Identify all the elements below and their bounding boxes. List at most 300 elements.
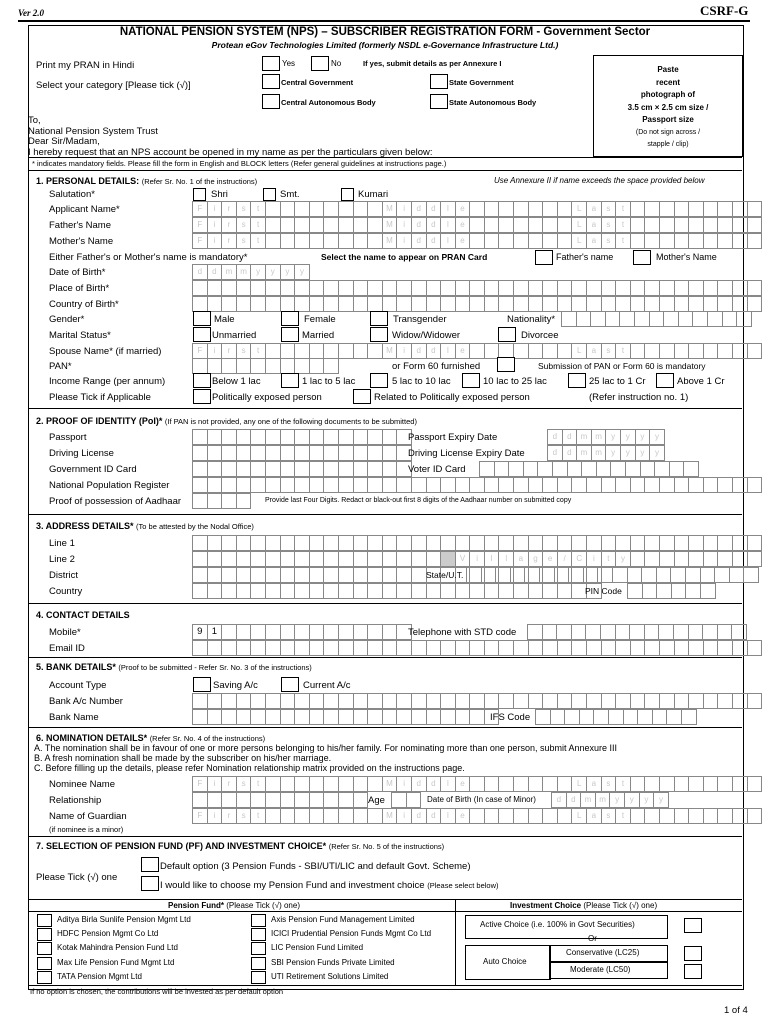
- input-cell[interactable]: [674, 640, 690, 656]
- default-option-checkbox[interactable]: [141, 857, 159, 872]
- input-cell[interactable]: [440, 640, 456, 656]
- input-cell[interactable]: [280, 640, 296, 656]
- input-cell[interactable]: [513, 776, 529, 792]
- input-cell[interactable]: i: [207, 217, 223, 233]
- input-cell[interactable]: F: [192, 233, 208, 249]
- input-cell[interactable]: d: [426, 233, 442, 249]
- input-cell[interactable]: [484, 693, 500, 709]
- input-cell[interactable]: [367, 551, 383, 567]
- input-cell[interactable]: d: [566, 792, 582, 808]
- input-cell[interactable]: [250, 429, 266, 445]
- input-cell[interactable]: [294, 280, 310, 296]
- input-cell[interactable]: [353, 461, 369, 477]
- input-cell[interactable]: [280, 477, 296, 493]
- input-cell[interactable]: [236, 624, 252, 640]
- input-cell[interactable]: [265, 358, 281, 374]
- input-cell[interactable]: [440, 709, 456, 725]
- fathers-name-option-checkbox[interactable]: [535, 250, 553, 265]
- input-cell[interactable]: [455, 640, 471, 656]
- input-cell[interactable]: [280, 343, 296, 359]
- input-cell[interactable]: [338, 624, 354, 640]
- input-cell[interactable]: s: [236, 217, 252, 233]
- voter-id-boxes[interactable]: [480, 461, 699, 475]
- input-cell[interactable]: [557, 280, 573, 296]
- input-cell[interactable]: [192, 461, 208, 477]
- input-cell[interactable]: [382, 551, 398, 567]
- input-cell[interactable]: [590, 311, 606, 327]
- input-cell[interactable]: [236, 429, 252, 445]
- input-cell[interactable]: [528, 535, 544, 551]
- input-cell[interactable]: [221, 493, 237, 509]
- input-cell[interactable]: [722, 311, 738, 327]
- input-cell[interactable]: [630, 535, 646, 551]
- input-cell[interactable]: s: [236, 343, 252, 359]
- email-boxes[interactable]: [193, 640, 762, 654]
- input-cell[interactable]: [265, 445, 281, 461]
- input-cell[interactable]: [528, 280, 544, 296]
- input-cell[interactable]: r: [221, 233, 237, 249]
- input-cell[interactable]: [207, 583, 223, 599]
- photo-box[interactable]: [593, 55, 743, 157]
- input-cell[interactable]: [221, 477, 237, 493]
- input-cell[interactable]: [294, 776, 310, 792]
- widow-checkbox[interactable]: [370, 327, 388, 342]
- input-cell[interactable]: [688, 217, 704, 233]
- input-cell[interactable]: [688, 624, 704, 640]
- input-cell[interactable]: [747, 296, 763, 312]
- input-cell[interactable]: [338, 233, 354, 249]
- input-cell[interactable]: s: [601, 217, 617, 233]
- input-cell[interactable]: [265, 567, 281, 583]
- input-cell[interactable]: [323, 296, 339, 312]
- input-cell[interactable]: d: [411, 808, 427, 824]
- input-cell[interactable]: [396, 583, 412, 599]
- input-cell[interactable]: [207, 296, 223, 312]
- input-cell[interactable]: [717, 280, 733, 296]
- input-cell[interactable]: [688, 296, 704, 312]
- input-cell[interactable]: [644, 201, 660, 217]
- input-cell[interactable]: [732, 477, 748, 493]
- input-cell[interactable]: [280, 808, 296, 824]
- input-cell[interactable]: [411, 551, 427, 567]
- input-cell[interactable]: [747, 201, 763, 217]
- rpep-checkbox[interactable]: [353, 389, 371, 404]
- input-cell[interactable]: [294, 567, 310, 583]
- input-cell[interactable]: [627, 583, 643, 599]
- spouse-boxes[interactable]: [193, 343, 762, 357]
- input-cell[interactable]: [207, 461, 223, 477]
- input-cell[interactable]: [192, 477, 208, 493]
- input-cell[interactable]: [557, 296, 573, 312]
- relationship-boxes[interactable]: [193, 792, 368, 806]
- central-govt-checkbox[interactable]: [262, 74, 280, 89]
- input-cell[interactable]: e: [455, 808, 471, 824]
- income-below-1-checkbox[interactable]: [193, 373, 211, 388]
- input-cell[interactable]: d: [426, 201, 442, 217]
- divorcee-checkbox[interactable]: [498, 327, 516, 342]
- input-cell[interactable]: [717, 624, 733, 640]
- input-cell[interactable]: [510, 567, 526, 583]
- aadhaar-boxes[interactable]: [193, 493, 251, 507]
- input-cell[interactable]: [674, 776, 690, 792]
- input-cell[interactable]: [367, 693, 383, 709]
- input-cell[interactable]: [481, 567, 497, 583]
- input-cell[interactable]: [700, 583, 716, 599]
- input-cell[interactable]: [353, 792, 369, 808]
- input-cell[interactable]: [367, 429, 383, 445]
- input-cell[interactable]: [644, 280, 660, 296]
- input-cell[interactable]: [294, 624, 310, 640]
- input-cell[interactable]: [192, 493, 208, 509]
- input-cell[interactable]: [323, 709, 339, 725]
- smt-checkbox[interactable]: [263, 188, 276, 201]
- line2-boxes[interactable]: [193, 551, 762, 565]
- input-cell[interactable]: M: [382, 776, 398, 792]
- input-cell[interactable]: [250, 535, 266, 551]
- input-cell[interactable]: [729, 567, 745, 583]
- input-cell[interactable]: [396, 296, 412, 312]
- input-cell[interactable]: [440, 583, 456, 599]
- input-cell[interactable]: y: [294, 264, 310, 280]
- input-cell[interactable]: [557, 535, 573, 551]
- input-cell[interactable]: M: [382, 808, 398, 824]
- input-cell[interactable]: [323, 358, 339, 374]
- input-cell[interactable]: [207, 445, 223, 461]
- input-cell[interactable]: [539, 567, 555, 583]
- input-cell[interactable]: [338, 640, 354, 656]
- applicant-name-boxes[interactable]: [193, 201, 762, 215]
- input-cell[interactable]: [601, 477, 617, 493]
- input-cell[interactable]: [221, 296, 237, 312]
- input-cell[interactable]: [236, 792, 252, 808]
- input-cell[interactable]: e: [455, 233, 471, 249]
- input-cell[interactable]: [528, 201, 544, 217]
- input-cell[interactable]: [440, 296, 456, 312]
- input-cell[interactable]: [192, 583, 208, 599]
- input-cell[interactable]: [294, 461, 310, 477]
- input-cell[interactable]: [265, 624, 281, 640]
- input-cell[interactable]: [192, 709, 208, 725]
- input-cell[interactable]: [338, 535, 354, 551]
- input-cell[interactable]: [703, 535, 719, 551]
- input-cell[interactable]: [703, 808, 719, 824]
- input-cell[interactable]: [280, 280, 296, 296]
- input-cell[interactable]: [484, 296, 500, 312]
- input-cell[interactable]: [411, 535, 427, 551]
- input-cell[interactable]: [683, 461, 699, 477]
- input-cell[interactable]: [717, 296, 733, 312]
- input-cell[interactable]: [625, 461, 641, 477]
- input-cell[interactable]: i: [207, 343, 223, 359]
- input-cell[interactable]: [309, 280, 325, 296]
- input-cell[interactable]: [484, 808, 500, 824]
- input-cell[interactable]: [207, 792, 223, 808]
- input-cell[interactable]: [221, 640, 237, 656]
- input-cell[interactable]: [557, 640, 573, 656]
- input-cell[interactable]: [688, 776, 704, 792]
- input-cell[interactable]: [469, 280, 485, 296]
- input-cell[interactable]: d: [411, 217, 427, 233]
- input-cell[interactable]: [659, 808, 675, 824]
- input-cell[interactable]: [542, 280, 558, 296]
- input-cell[interactable]: [309, 624, 325, 640]
- input-cell[interactable]: l: [440, 217, 456, 233]
- input-cell[interactable]: [567, 461, 583, 477]
- input-cell[interactable]: [571, 693, 587, 709]
- input-cell[interactable]: [396, 693, 412, 709]
- input-cell[interactable]: y: [635, 429, 651, 445]
- input-cell[interactable]: [703, 233, 719, 249]
- input-cell[interactable]: [644, 808, 660, 824]
- input-cell[interactable]: [221, 358, 237, 374]
- input-cell[interactable]: [294, 792, 310, 808]
- input-cell[interactable]: [700, 567, 716, 583]
- input-cell[interactable]: [557, 808, 573, 824]
- input-cell[interactable]: [338, 343, 354, 359]
- input-cell[interactable]: [309, 535, 325, 551]
- input-cell[interactable]: [367, 583, 383, 599]
- input-cell[interactable]: m: [580, 792, 596, 808]
- input-cell[interactable]: [714, 567, 730, 583]
- input-cell[interactable]: d: [207, 264, 223, 280]
- input-cell[interactable]: [469, 583, 485, 599]
- input-cell[interactable]: [597, 567, 613, 583]
- input-cell[interactable]: l: [440, 776, 456, 792]
- married-checkbox[interactable]: [281, 327, 299, 342]
- input-cell[interactable]: [192, 429, 208, 445]
- input-cell[interactable]: [221, 445, 237, 461]
- input-cell[interactable]: [732, 280, 748, 296]
- input-cell[interactable]: [659, 233, 675, 249]
- input-cell[interactable]: [596, 461, 612, 477]
- input-cell[interactable]: [640, 461, 656, 477]
- input-cell[interactable]: [513, 808, 529, 824]
- input-cell[interactable]: L: [571, 217, 587, 233]
- input-cell[interactable]: [498, 693, 514, 709]
- input-cell[interactable]: [265, 296, 281, 312]
- input-cell[interactable]: y: [649, 429, 665, 445]
- input-cell[interactable]: [469, 201, 485, 217]
- input-cell[interactable]: [524, 567, 540, 583]
- input-cell[interactable]: [469, 296, 485, 312]
- input-cell[interactable]: [338, 461, 354, 477]
- input-cell[interactable]: [221, 461, 237, 477]
- input-cell[interactable]: [634, 311, 650, 327]
- input-cell[interactable]: F: [192, 217, 208, 233]
- input-cell[interactable]: [674, 296, 690, 312]
- input-cell[interactable]: a: [586, 808, 602, 824]
- input-cell[interactable]: [654, 461, 670, 477]
- input-cell[interactable]: [528, 217, 544, 233]
- input-cell[interactable]: [221, 535, 237, 551]
- input-cell[interactable]: [484, 640, 500, 656]
- input-cell[interactable]: [265, 280, 281, 296]
- input-cell[interactable]: [469, 535, 485, 551]
- input-cell[interactable]: [236, 493, 252, 509]
- input-cell[interactable]: [717, 693, 733, 709]
- input-cell[interactable]: L: [571, 343, 587, 359]
- input-cell[interactable]: [688, 477, 704, 493]
- input-cell[interactable]: [571, 477, 587, 493]
- input-cell[interactable]: [685, 567, 701, 583]
- input-cell[interactable]: s: [601, 776, 617, 792]
- input-cell[interactable]: [323, 429, 339, 445]
- input-cell[interactable]: i: [396, 343, 412, 359]
- dob-boxes[interactable]: [193, 264, 310, 278]
- input-cell[interactable]: [605, 311, 621, 327]
- input-cell[interactable]: [688, 693, 704, 709]
- input-cell[interactable]: d: [426, 217, 442, 233]
- input-cell[interactable]: [469, 233, 485, 249]
- input-cell[interactable]: [236, 583, 252, 599]
- input-cell[interactable]: L: [571, 776, 587, 792]
- input-cell[interactable]: [294, 808, 310, 824]
- input-cell[interactable]: [644, 776, 660, 792]
- input-cell[interactable]: [615, 640, 631, 656]
- input-cell[interactable]: [382, 709, 398, 725]
- input-cell[interactable]: [674, 551, 690, 567]
- input-cell[interactable]: [265, 343, 281, 359]
- input-cell[interactable]: [641, 567, 657, 583]
- input-cell[interactable]: [323, 201, 339, 217]
- input-cell[interactable]: e: [542, 551, 558, 567]
- input-cell[interactable]: [498, 296, 514, 312]
- input-cell[interactable]: [192, 693, 208, 709]
- input-cell[interactable]: [309, 201, 325, 217]
- input-cell[interactable]: [236, 551, 252, 567]
- input-cell[interactable]: [250, 567, 266, 583]
- input-cell[interactable]: [619, 311, 635, 327]
- input-cell[interactable]: [382, 567, 398, 583]
- input-cell[interactable]: [280, 709, 296, 725]
- pension-fund-checkbox[interactable]: [37, 914, 52, 927]
- input-cell[interactable]: [703, 217, 719, 233]
- input-cell[interactable]: [280, 776, 296, 792]
- input-cell[interactable]: [323, 217, 339, 233]
- input-cell[interactable]: [265, 640, 281, 656]
- input-cell[interactable]: [323, 776, 339, 792]
- input-cell[interactable]: [411, 567, 427, 583]
- input-cell[interactable]: i: [396, 201, 412, 217]
- input-cell[interactable]: [732, 233, 748, 249]
- input-cell[interactable]: [236, 477, 252, 493]
- input-cell[interactable]: [323, 567, 339, 583]
- input-cell[interactable]: [207, 567, 223, 583]
- input-cell[interactable]: [323, 461, 339, 477]
- pension-fund-checkbox[interactable]: [251, 971, 266, 984]
- input-cell[interactable]: [280, 567, 296, 583]
- input-cell[interactable]: [221, 567, 237, 583]
- input-cell[interactable]: [630, 477, 646, 493]
- input-cell[interactable]: [323, 640, 339, 656]
- input-cell[interactable]: [703, 551, 719, 567]
- input-cell[interactable]: [250, 624, 266, 640]
- input-cell[interactable]: [236, 693, 252, 709]
- country-birth-boxes[interactable]: [193, 296, 762, 310]
- input-cell[interactable]: [280, 693, 296, 709]
- input-cell[interactable]: [528, 583, 544, 599]
- input-cell[interactable]: [309, 445, 325, 461]
- current-checkbox[interactable]: [281, 677, 299, 692]
- input-cell[interactable]: [382, 535, 398, 551]
- input-cell[interactable]: [323, 280, 339, 296]
- input-cell[interactable]: [367, 709, 383, 725]
- input-cell[interactable]: [484, 776, 500, 792]
- input-cell[interactable]: [513, 477, 529, 493]
- input-cell[interactable]: [732, 776, 748, 792]
- input-cell[interactable]: [542, 217, 558, 233]
- input-cell[interactable]: [615, 693, 631, 709]
- input-cell[interactable]: [732, 551, 748, 567]
- input-cell[interactable]: [717, 233, 733, 249]
- input-cell[interactable]: [221, 709, 237, 725]
- input-cell[interactable]: [644, 640, 660, 656]
- input-cell[interactable]: [455, 693, 471, 709]
- input-cell[interactable]: [552, 461, 568, 477]
- input-cell[interactable]: F: [192, 343, 208, 359]
- input-cell[interactable]: /: [557, 551, 573, 567]
- input-cell[interactable]: [250, 583, 266, 599]
- input-cell[interactable]: [192, 296, 208, 312]
- input-cell[interactable]: [659, 217, 675, 233]
- input-cell[interactable]: [250, 709, 266, 725]
- input-cell[interactable]: r: [221, 217, 237, 233]
- input-cell[interactable]: [542, 776, 558, 792]
- input-cell[interactable]: [732, 201, 748, 217]
- input-cell[interactable]: [523, 461, 539, 477]
- input-cell[interactable]: y: [605, 429, 621, 445]
- input-cell[interactable]: [236, 535, 252, 551]
- input-cell[interactable]: [703, 693, 719, 709]
- input-cell[interactable]: [615, 624, 631, 640]
- transgender-checkbox[interactable]: [370, 311, 388, 326]
- input-cell[interactable]: [674, 477, 690, 493]
- place-birth-boxes[interactable]: [193, 280, 762, 294]
- input-cell[interactable]: d: [192, 264, 208, 280]
- nationality-boxes[interactable]: [562, 311, 752, 325]
- input-cell[interactable]: y: [265, 264, 281, 280]
- input-cell[interactable]: [353, 445, 369, 461]
- mothers-name-option-checkbox[interactable]: [633, 250, 651, 265]
- input-cell[interactable]: [221, 429, 237, 445]
- input-cell[interactable]: [513, 201, 529, 217]
- input-cell[interactable]: [528, 233, 544, 249]
- input-cell[interactable]: [338, 201, 354, 217]
- input-cell[interactable]: [382, 693, 398, 709]
- input-cell[interactable]: [294, 217, 310, 233]
- input-cell[interactable]: [367, 296, 383, 312]
- input-cell[interactable]: [455, 296, 471, 312]
- input-cell[interactable]: [396, 709, 412, 725]
- input-cell[interactable]: [601, 280, 617, 296]
- input-cell[interactable]: [702, 624, 718, 640]
- input-cell[interactable]: [382, 461, 398, 477]
- input-cell[interactable]: [265, 583, 281, 599]
- input-cell[interactable]: [557, 776, 573, 792]
- input-cell[interactable]: [236, 461, 252, 477]
- input-cell[interactable]: [656, 583, 672, 599]
- input-cell[interactable]: [426, 535, 442, 551]
- input-cell[interactable]: [557, 201, 573, 217]
- input-cell[interactable]: [644, 343, 660, 359]
- pension-fund-checkbox[interactable]: [37, 971, 52, 984]
- input-cell[interactable]: [528, 477, 544, 493]
- input-cell[interactable]: [192, 567, 208, 583]
- input-cell[interactable]: [469, 217, 485, 233]
- input-cell[interactable]: [586, 296, 602, 312]
- input-cell[interactable]: [571, 640, 587, 656]
- input-cell[interactable]: [411, 583, 427, 599]
